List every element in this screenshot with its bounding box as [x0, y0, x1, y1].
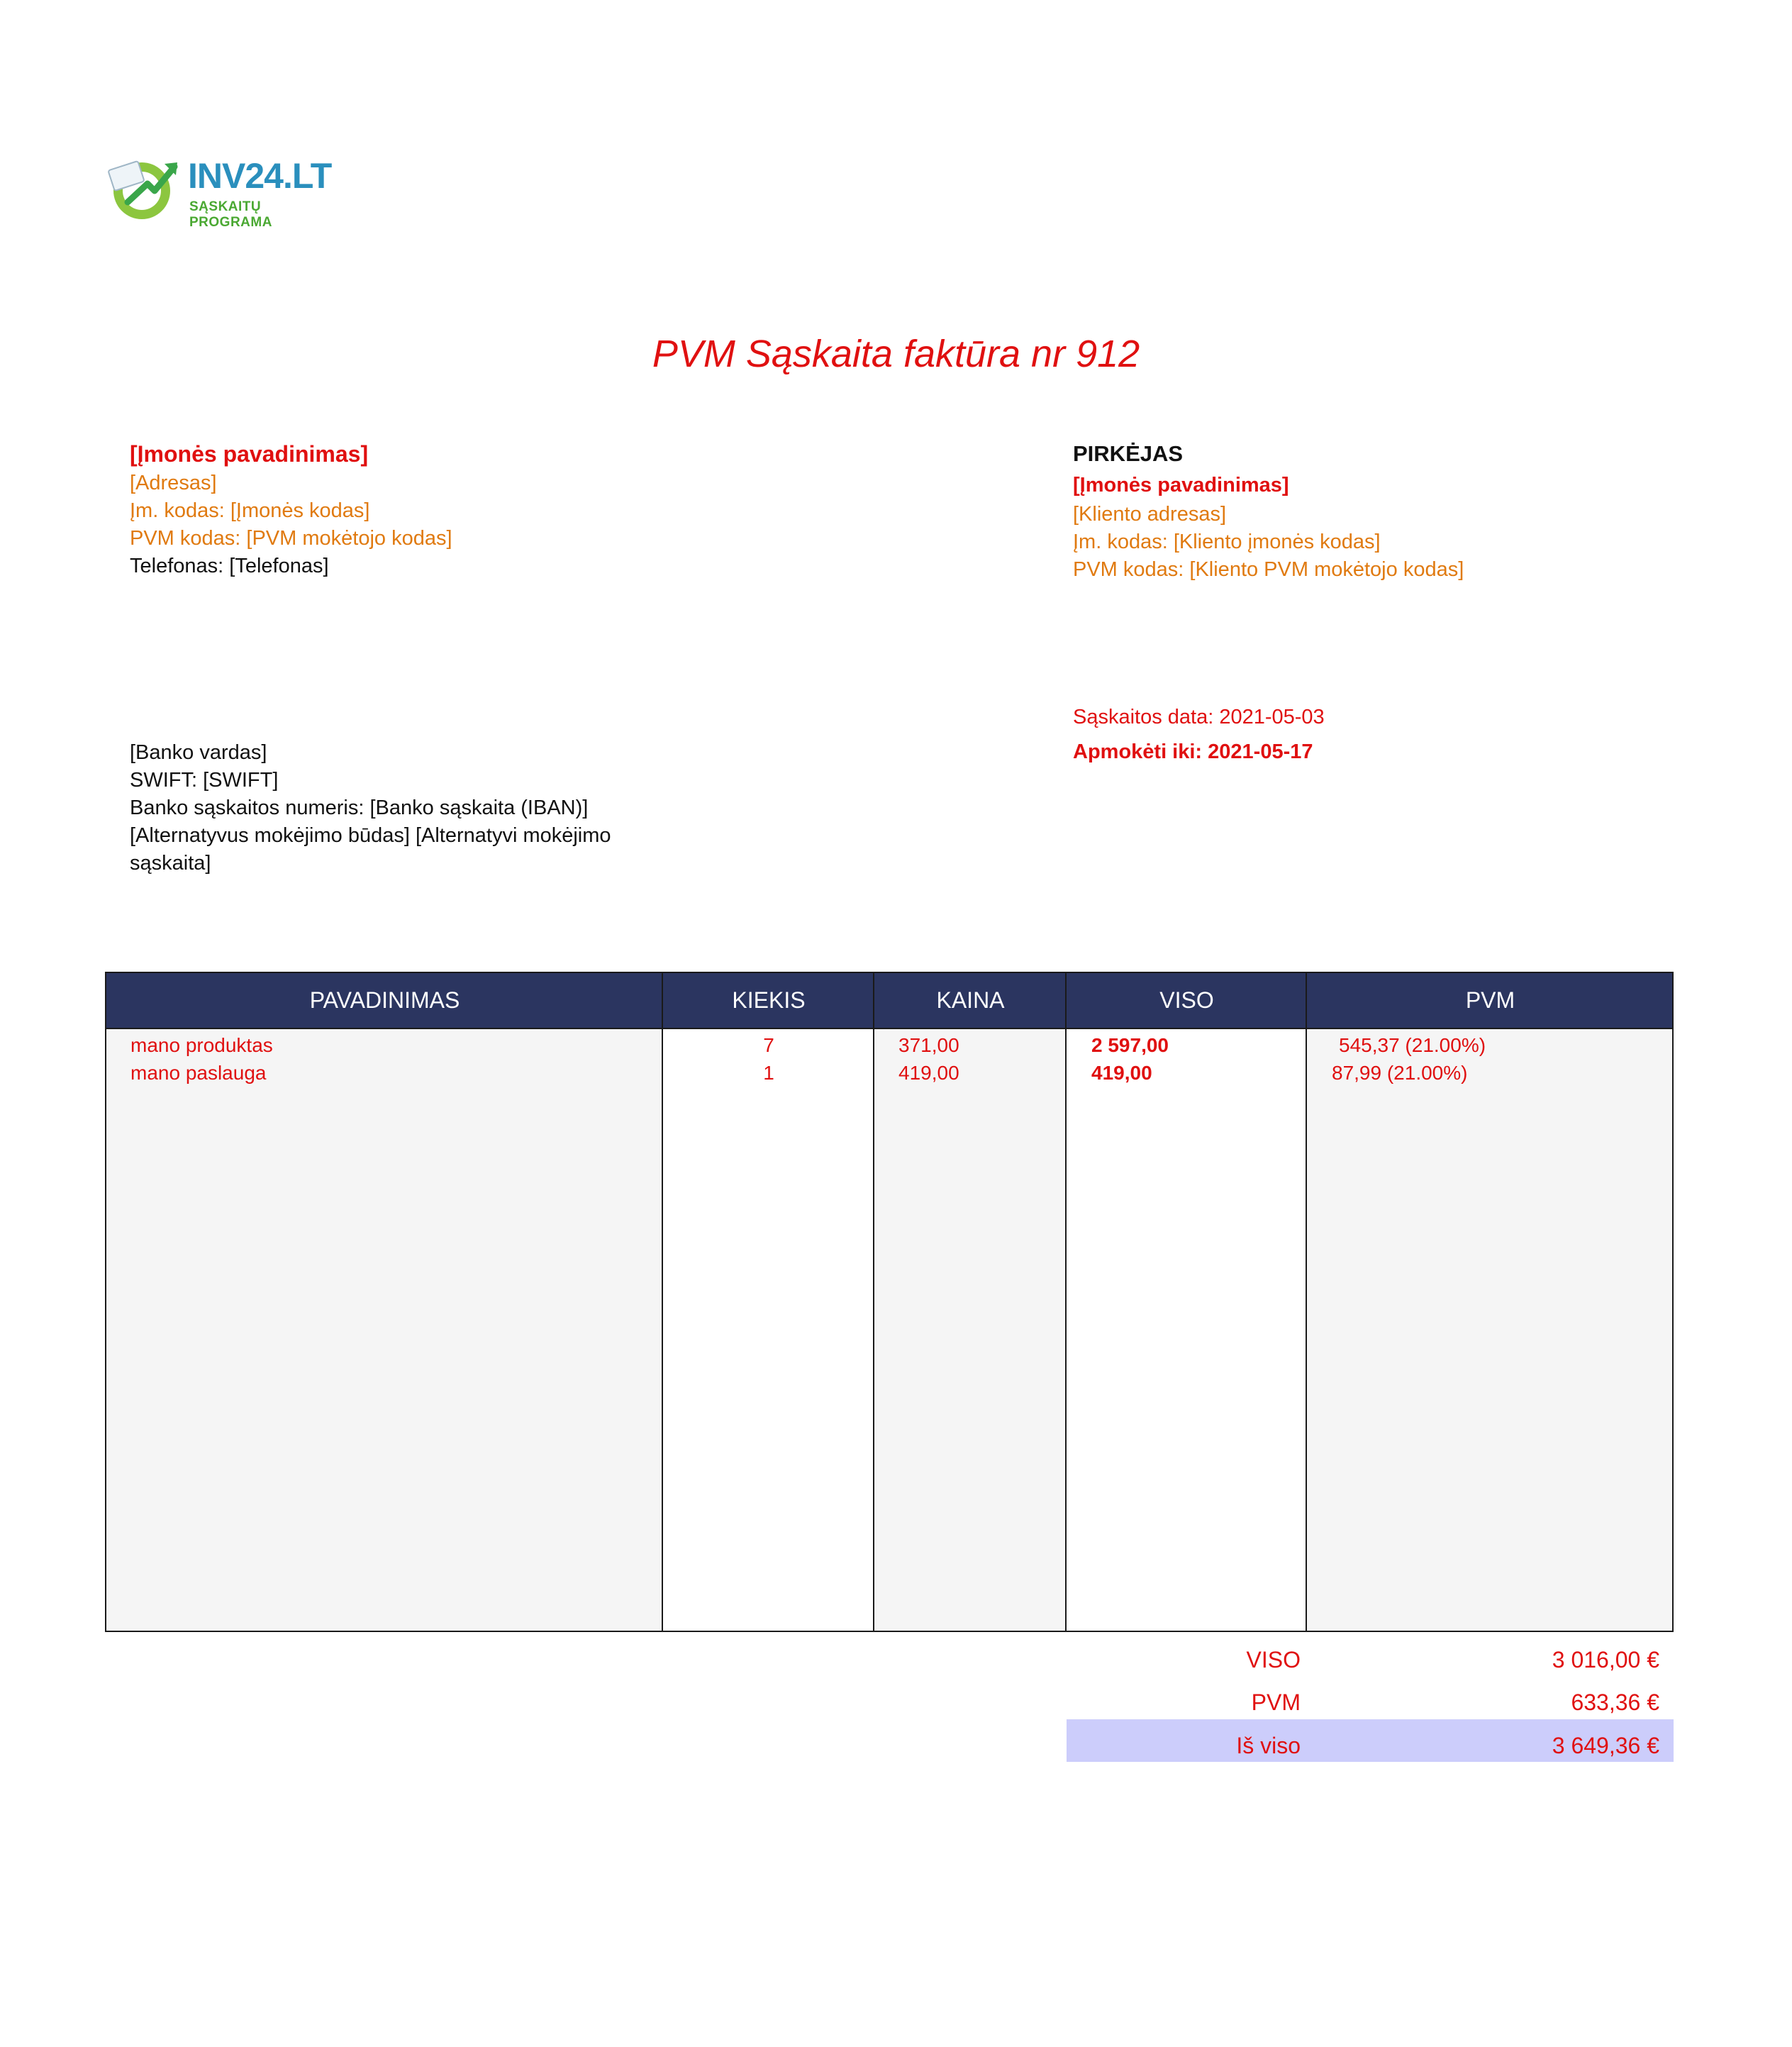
item-vat: 87,99 (21.00%): [1332, 1062, 1468, 1084]
buyer-company-code: Įm. kodas: [Kliento įmonės kodas]: [1073, 531, 1381, 553]
header-vat: PVM: [1465, 987, 1515, 1013]
item-qty: 7: [763, 1034, 774, 1056]
seller-phone: Telefonas: [Telefonas]: [130, 555, 329, 577]
seller-vat-code: PVM kodas: [PVM mokėtojo kodas]: [130, 527, 452, 550]
header-name: PAVADINIMAS: [309, 987, 460, 1013]
bank-account: Banko sąskaitos numeris: [Banko sąskaita (IBAN)]: [130, 797, 589, 819]
column-shade-name: [106, 1029, 663, 1631]
item-price: 371,00: [898, 1034, 959, 1056]
buyer-block: [1073, 438, 1464, 584]
buyer-name: [Įmonės pavadinimas]: [1073, 474, 1289, 497]
invoice-title: PVM Sąskaita faktūra nr 912: [652, 333, 1140, 375]
bank-name: [Banko vardas]: [130, 741, 267, 764]
header-price: KAINA: [936, 987, 1005, 1013]
buyer-address: [Kliento adresas]: [1073, 503, 1227, 526]
header-qty: KIEKIS: [732, 987, 806, 1013]
subtotal-value: 3 016,00 €: [1552, 1647, 1659, 1672]
seller-block: [130, 438, 452, 580]
grand-total-label: Iš viso: [1236, 1733, 1301, 1758]
logo-mark-icon: [106, 155, 184, 221]
company-logo: [106, 152, 332, 230]
grand-total-value: 3 649,36 €: [1552, 1733, 1659, 1758]
items-table: [105, 972, 1674, 1632]
alt-payment-line-2: sąskaita]: [130, 852, 211, 875]
invoice-date: Sąskaitos data: 2021-05-03: [1073, 706, 1325, 728]
table-row: [106, 1031, 1672, 1059]
item-total: 2 597,00: [1091, 1034, 1169, 1056]
bank-details: [130, 739, 611, 877]
table-header: [106, 973, 1672, 1028]
column-shade-price: [874, 1029, 1067, 1631]
column-shade-vat: [1307, 1029, 1672, 1631]
alt-payment-line-1: [Alternatyvus mokėjimo būdas] [Alternatyvi mokėjimo: [130, 824, 611, 847]
logo-brand-text: INV24.LT: [188, 156, 332, 196]
header-divider: [106, 1028, 1672, 1029]
due-date: Apmokėti iki: 2021-05-17: [1073, 740, 1313, 763]
item-price: 419,00: [898, 1062, 959, 1084]
seller-address: [Adresas]: [130, 472, 217, 494]
seller-company-code: Įm. kodas: [Įmonės kodas]: [130, 499, 370, 522]
invoice-dates: [1073, 704, 1325, 766]
vat-total-label: PVM: [1251, 1690, 1301, 1715]
item-qty: 1: [763, 1062, 774, 1084]
item-name: mano paslauga: [130, 1062, 267, 1084]
header-total: VISO: [1159, 987, 1214, 1013]
subtotal-label: VISO: [1246, 1647, 1301, 1672]
buyer-vat-code: PVM kodas: [Kliento PVM mokėtojo kodas]: [1073, 558, 1464, 581]
logo-tagline: SĄSKAITŲ PROGRAMA: [189, 199, 272, 230]
vat-total-value: 633,36 €: [1571, 1690, 1659, 1715]
bank-swift: SWIFT: [SWIFT]: [130, 769, 279, 792]
item-vat: 545,37 (21.00%): [1339, 1034, 1486, 1056]
buyer-heading: PIRKĖJAS: [1073, 441, 1184, 466]
table-row: [106, 1059, 1672, 1087]
item-total: 419,00: [1091, 1062, 1152, 1084]
seller-name: [Įmonės pavadinimas]: [130, 441, 369, 467]
item-name: mano produktas: [130, 1034, 273, 1056]
